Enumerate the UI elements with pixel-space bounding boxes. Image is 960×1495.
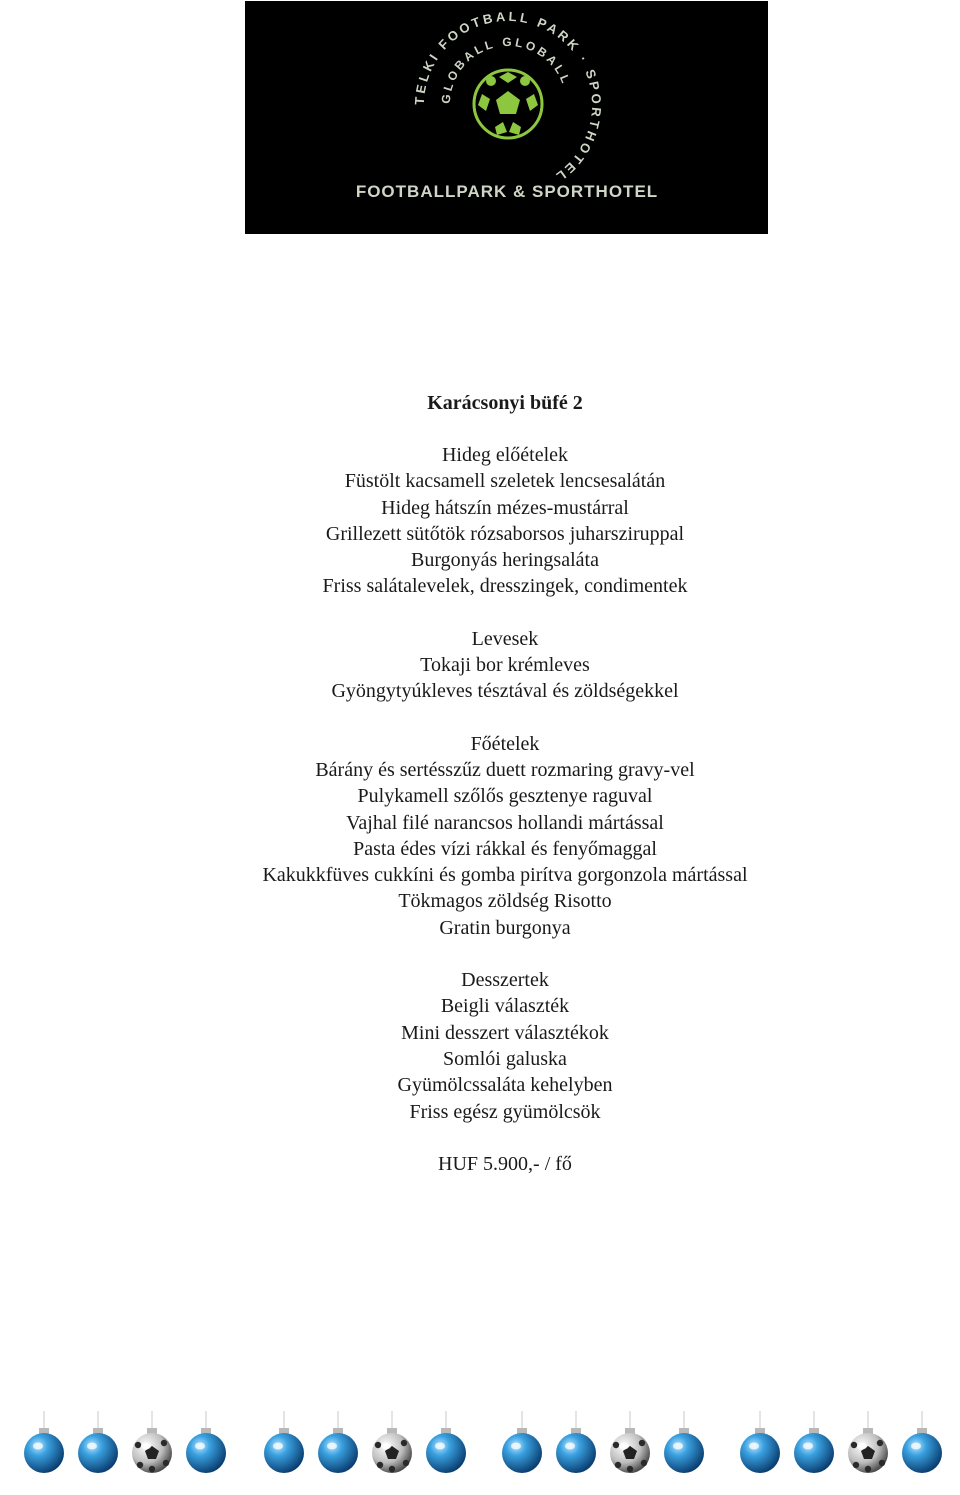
section-desserts (0, 967, 960, 1125)
soccer-ball-icon (474, 70, 542, 138)
football-logo-emblem (245, 1, 768, 234)
menu-item: Kakukkfüves cukkíni és gomba pirítva gorgonzola mártással (262, 864, 748, 887)
menu-item: Bárány és sertésszűz duett rozmaring gravy-vel (315, 758, 695, 781)
section-heading: Desszertek (461, 969, 549, 992)
logo-inner-text: GLOBALL GLOBALL (438, 34, 574, 105)
blue-ornament-icon (426, 1411, 466, 1473)
menu-item: Füstölt kacsamell szeletek lencsesalátán (344, 470, 666, 493)
menu-item: Tokaji bor krémleves (420, 654, 590, 677)
soccer-ornament-icon (132, 1411, 172, 1473)
menu-title: Karácsonyi büfé 2 (427, 392, 583, 414)
blue-ornament-icon (556, 1411, 596, 1473)
section-heading: Levesek (471, 627, 539, 650)
blue-ornament-icon (502, 1411, 542, 1473)
blue-ornament-icon (902, 1411, 942, 1473)
blue-ornament-icon (24, 1411, 64, 1473)
menu-item: Vajhal filé narancsos hollandi mártással (346, 811, 664, 834)
blue-ornament-icon (264, 1411, 304, 1473)
section-soups (0, 626, 960, 705)
menu-item: Friss egész gyümölcsök (409, 1100, 601, 1123)
menu-item: Mini desszert választékok (401, 1021, 609, 1044)
menu-item: Hideg hátszín mézes-mustárral (381, 496, 629, 519)
soccer-ornament-icon (610, 1411, 650, 1473)
menu-item: Burgonyás heringsaláta (411, 549, 599, 572)
christmas-ornament-border (0, 1405, 960, 1495)
blue-ornament-icon (794, 1411, 834, 1473)
blue-ornament-icon (186, 1411, 226, 1473)
soccer-ornament-icon (848, 1411, 888, 1473)
menu-item: Beigli választék (440, 995, 570, 1018)
section-heading: Főételek (470, 732, 540, 755)
menu-item: Gyümölcssaláta kehelyben (397, 1074, 613, 1097)
blue-ornament-icon (318, 1411, 358, 1473)
section-cold-starters (0, 442, 960, 600)
menu-item: Pasta édes vízi rákkal és fenyőmaggal (353, 837, 657, 860)
logo-ring-text: TELKI FOOTBALL PARK · SPORTHOTEL (411, 8, 605, 186)
menu-item: Gratin burgonya (439, 916, 571, 939)
blue-ornament-icon (664, 1411, 704, 1473)
logo-banner (245, 1, 768, 234)
blue-ornament-icon (740, 1411, 780, 1473)
menu-item: Pulykamell szőlős gesztenye raguval (357, 785, 653, 808)
menu-item: Tökmagos zöldség Risotto (398, 890, 612, 913)
menu-item: Gyöngytyúkleves tésztával és zöldségekkel (331, 680, 679, 703)
menu-item: Somlói galuska (443, 1047, 567, 1070)
soccer-ornament-icon (372, 1411, 412, 1473)
menu-item: Grillezett sütőtök rózsaborsos juharsziruppal (325, 522, 685, 545)
menu-item: Friss salátalevelek, dresszingek, condimentek (322, 575, 688, 598)
section-heading: Hideg előételek (441, 444, 569, 466)
menu-content (0, 390, 960, 1177)
section-main-courses (0, 731, 960, 941)
blue-ornament-icon (78, 1411, 118, 1473)
price: HUF 5.900,- / fő (438, 1152, 572, 1175)
logo-caption: FOOTBALLPARK & SPORTHOTEL (355, 182, 659, 201)
